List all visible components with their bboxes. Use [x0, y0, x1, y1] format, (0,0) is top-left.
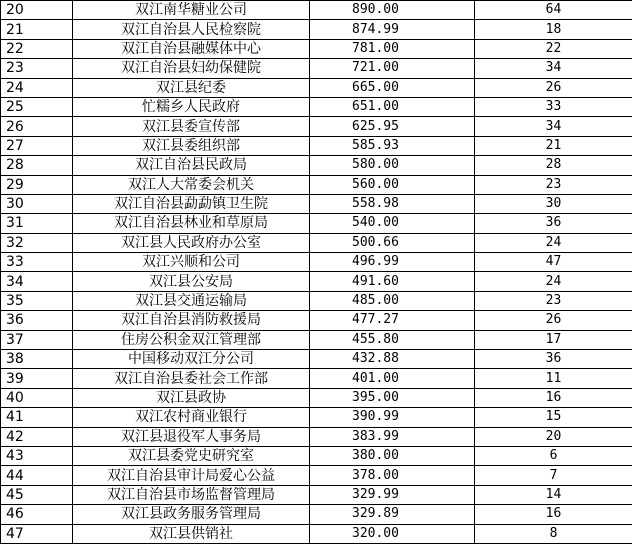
unit-name: 双江兴顺和公司	[73, 253, 310, 272]
unit-name: 住房公积金双江管理部	[73, 330, 310, 349]
amount-cell: 560.00	[310, 175, 475, 194]
table-row	[1, 156, 632, 175]
row-number: 27	[1, 136, 73, 155]
count-cell: 14	[475, 485, 632, 504]
amount-cell: 329.89	[310, 505, 475, 524]
table-row	[1, 524, 632, 543]
row-number: 47	[1, 524, 73, 543]
unit-name: 双江自治县委社会工作部	[73, 369, 310, 388]
unit-name: 双江县政协	[73, 388, 310, 407]
count-cell: 34	[475, 117, 632, 136]
amount-cell: 477.27	[310, 311, 475, 330]
amount-cell: 432.88	[310, 350, 475, 369]
count-cell: 23	[475, 175, 632, 194]
row-number: 46	[1, 505, 73, 524]
row-number: 22	[1, 39, 73, 58]
count-cell: 17	[475, 330, 632, 349]
amount-cell: 540.00	[310, 214, 475, 233]
count-cell: 6	[475, 446, 632, 465]
table-row	[1, 505, 632, 524]
amount-cell: 378.00	[310, 466, 475, 485]
row-number: 44	[1, 466, 73, 485]
table-row	[1, 194, 632, 213]
amount-cell: 500.66	[310, 233, 475, 252]
table-row	[1, 388, 632, 407]
row-number: 45	[1, 485, 73, 504]
amount-cell: 585.93	[310, 136, 475, 155]
count-cell: 16	[475, 505, 632, 524]
unit-name: 双江自治县勐勐镇卫生院	[73, 194, 310, 213]
count-cell: 30	[475, 194, 632, 213]
amount-cell: 890.00	[310, 1, 475, 20]
count-cell: 11	[475, 369, 632, 388]
count-cell: 22	[475, 39, 632, 58]
unit-name: 双江自治县融媒体中心	[73, 39, 310, 58]
table-row	[1, 1, 632, 20]
row-number: 33	[1, 253, 73, 272]
table-row	[1, 485, 632, 504]
unit-name: 双江县委宣传部	[73, 117, 310, 136]
table-row	[1, 175, 632, 194]
unit-name: 双江自治县妇幼保健院	[73, 59, 310, 78]
unit-name: 双江县人民政府办公室	[73, 233, 310, 252]
amount-cell: 651.00	[310, 97, 475, 116]
count-cell: 18	[475, 20, 632, 39]
count-cell: 24	[475, 233, 632, 252]
table-row	[1, 311, 632, 330]
amount-cell: 721.00	[310, 59, 475, 78]
row-number: 43	[1, 446, 73, 465]
row-number: 21	[1, 20, 73, 39]
table-row	[1, 408, 632, 427]
unit-name: 双江自治县消防救援局	[73, 311, 310, 330]
row-number: 23	[1, 59, 73, 78]
amount-cell: 496.99	[310, 253, 475, 272]
unit-name: 双江县供销社	[73, 524, 310, 543]
unit-name: 双江县交通运输局	[73, 291, 310, 310]
unit-name: 双江人大常委会机关	[73, 175, 310, 194]
amount-cell: 491.60	[310, 272, 475, 291]
row-number: 29	[1, 175, 73, 194]
count-cell: 26	[475, 78, 632, 97]
table-row	[1, 330, 632, 349]
table-row	[1, 466, 632, 485]
count-cell: 24	[475, 272, 632, 291]
amount-cell: 383.99	[310, 427, 475, 446]
unit-name: 忙糯乡人民政府	[73, 97, 310, 116]
amount-cell: 390.99	[310, 408, 475, 427]
amount-cell: 625.95	[310, 117, 475, 136]
table-row	[1, 427, 632, 446]
table-body	[1, 1, 632, 544]
count-cell: 26	[475, 311, 632, 330]
amount-cell: 401.00	[310, 369, 475, 388]
amount-cell: 874.99	[310, 20, 475, 39]
unit-name: 双江县委组织部	[73, 136, 310, 155]
count-cell: 34	[475, 59, 632, 78]
unit-name: 双江自治县林业和草原局	[73, 214, 310, 233]
row-number: 42	[1, 427, 73, 446]
unit-name: 双江自治县人民检察院	[73, 20, 310, 39]
table-row	[1, 350, 632, 369]
unit-name: 双江县退役军人事务局	[73, 427, 310, 446]
amount-cell: 665.00	[310, 78, 475, 97]
unit-name: 双江农村商业银行	[73, 408, 310, 427]
amount-cell: 395.00	[310, 388, 475, 407]
table-row	[1, 20, 632, 39]
row-number: 31	[1, 214, 73, 233]
amount-cell: 380.00	[310, 446, 475, 465]
table-row	[1, 214, 632, 233]
count-cell: 15	[475, 408, 632, 427]
table-row	[1, 117, 632, 136]
count-cell: 20	[475, 427, 632, 446]
amount-cell: 558.98	[310, 194, 475, 213]
amount-cell: 320.00	[310, 524, 475, 543]
amount-cell: 485.00	[310, 291, 475, 310]
amount-cell: 455.80	[310, 330, 475, 349]
count-cell: 23	[475, 291, 632, 310]
row-number: 24	[1, 78, 73, 97]
table-row	[1, 291, 632, 310]
count-cell: 7	[475, 466, 632, 485]
table-row	[1, 272, 632, 291]
unit-name: 双江自治县审计局爱心公益	[73, 466, 310, 485]
table-row	[1, 369, 632, 388]
row-number: 28	[1, 156, 73, 175]
row-number: 34	[1, 272, 73, 291]
count-cell: 8	[475, 524, 632, 543]
count-cell: 36	[475, 350, 632, 369]
row-number: 41	[1, 408, 73, 427]
amount-cell: 781.00	[310, 39, 475, 58]
amount-cell: 329.99	[310, 485, 475, 504]
count-cell: 64	[475, 1, 632, 20]
row-number: 36	[1, 311, 73, 330]
row-number: 25	[1, 97, 73, 116]
unit-name: 双江县纪委	[73, 78, 310, 97]
row-number: 40	[1, 388, 73, 407]
row-number: 26	[1, 117, 73, 136]
table-row	[1, 59, 632, 78]
unit-name: 双江自治县民政局	[73, 156, 310, 175]
unit-name: 中国移动双江分公司	[73, 350, 310, 369]
count-cell: 28	[475, 156, 632, 175]
row-number: 30	[1, 194, 73, 213]
table-row	[1, 136, 632, 155]
count-cell: 36	[475, 214, 632, 233]
table-row	[1, 97, 632, 116]
table-row	[1, 233, 632, 252]
table-row	[1, 253, 632, 272]
table-row	[1, 78, 632, 97]
row-number: 38	[1, 350, 73, 369]
unit-name: 双江自治县市场监督管理局	[73, 485, 310, 504]
row-number: 20	[1, 1, 73, 20]
count-cell: 21	[475, 136, 632, 155]
count-cell: 33	[475, 97, 632, 116]
table-row	[1, 39, 632, 58]
row-number: 32	[1, 233, 73, 252]
row-number: 35	[1, 291, 73, 310]
unit-name: 双江南华糖业公司	[73, 1, 310, 20]
unit-name: 双江县政务服务管理局	[73, 505, 310, 524]
unit-name: 双江县公安局	[73, 272, 310, 291]
unit-name: 双江县委党史研究室	[73, 446, 310, 465]
row-number: 39	[1, 369, 73, 388]
count-cell: 16	[475, 388, 632, 407]
table-row	[1, 446, 632, 465]
row-number: 37	[1, 330, 73, 349]
count-cell: 47	[475, 253, 632, 272]
amount-cell: 580.00	[310, 156, 475, 175]
